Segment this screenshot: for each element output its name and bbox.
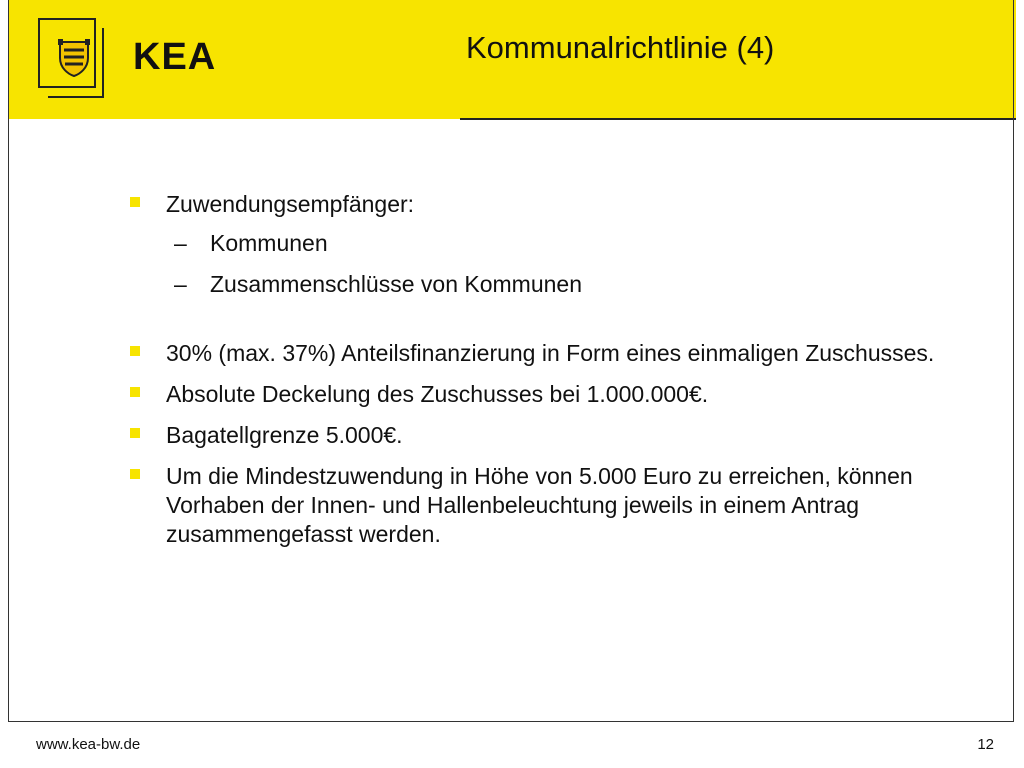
list-item [130,380,980,409]
page-number: 12 [977,736,994,753]
coat-of-arms-icon [56,38,92,78]
bullet-square-icon [130,346,140,356]
bullet-square-icon [130,197,140,207]
brand-name: KEA [133,36,217,78]
bullet-square-icon [130,428,140,438]
list-item [130,190,980,219]
bullet-square-icon [130,469,140,479]
logo [38,18,110,100]
sub-list-item: – Kommunen [174,230,328,256]
sub-item-text: Zusammenschlüsse von Kommunen [210,271,582,297]
page-title: Kommunalrichtlinie (4) [466,30,775,65]
bullet-square-icon [130,387,140,397]
sub-item-text: Kommunen [210,230,328,256]
footer-url: www.kea-bw.de [36,736,141,753]
bullet-text: Absolute Deckelung des Zuschusses bei 1.000.000€. [166,381,709,407]
bullet-text: Zuwendungsempfänger: [166,191,415,217]
bullet-text: 30% (max. 37%) Anteilsfinanzierung in Form eines einmaligen Zuschusses. [166,340,935,366]
list-item [130,462,980,549]
bullet-text: Bagatellgrenze 5.000€. [166,422,403,448]
list-item [130,339,980,368]
sub-list-item: – Zusammenschlüsse von Kommunen [174,271,582,297]
bullet-text: Um die Mindestzuwendung in Höhe von 5.000 Euro zu erreichen, können Vorhaben der Innen- und Hallenbeleuchtung jeweils in einem Antrag zusammengefasst werden. [166,463,913,547]
list-item [130,421,980,450]
slide-content [130,190,980,549]
